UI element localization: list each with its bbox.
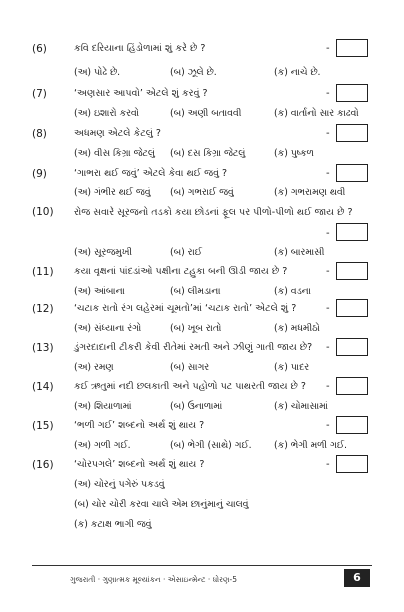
option-c: (ક) ગભરામણ થવી: [274, 187, 346, 198]
answer-dash: -: [326, 168, 330, 179]
question-number: (16): [32, 459, 54, 471]
option-a: (અ) વીસ કિગ્રા જેટલું: [74, 148, 155, 159]
option-b: (બ) લીમડાના: [170, 286, 221, 297]
option-c: (ક) ભેગી મળી ગઈ.: [274, 440, 347, 451]
answer-dash: -: [326, 420, 330, 431]
question-number: (14): [32, 381, 54, 393]
answer-dash: -: [326, 266, 330, 277]
question-text: અધમણ એટલે કેટલું ?: [74, 128, 161, 139]
answer-dash: -: [326, 128, 330, 139]
answer-dash: -: [326, 303, 330, 314]
answer-dash: -: [326, 88, 330, 99]
option-c: (ક) મધમીઠો: [274, 323, 320, 334]
option-a: (અ) સંધ્યાના રંગો: [74, 323, 142, 334]
answer-dash: -: [326, 342, 330, 353]
question-number: (10): [32, 206, 54, 218]
question-text: કવિ દરિયાના હિંડોળામાં શું કરે છે ?: [74, 43, 206, 54]
option-a: (અ) સૂરજમુખી: [74, 247, 133, 258]
answer-box[interactable]: [336, 377, 368, 395]
page-number: 6: [344, 569, 370, 587]
answer-box[interactable]: [336, 455, 368, 473]
answer-dash: -: [326, 459, 330, 470]
question-text: ‘ગાભરા થઈ જવું’ એટલે કેવા થઈ જવું ?: [74, 168, 228, 179]
answer-box[interactable]: [336, 338, 368, 356]
option-b: (બ) ખૂબ રાતો: [170, 323, 222, 334]
option-b: (બ) ઉનાળામાં: [170, 401, 223, 412]
option-b: (બ) ચોર ચોરી કરવા ચાલે એમ છાનુંમાનું ચાલવું: [74, 499, 249, 510]
option-b: (બ) અણી બતાવવી: [170, 108, 242, 119]
question-text: કઈ ઋતુમાં નદી છલકાતી અને પહોળો પટ પાથરતી જાય છે ?: [74, 381, 306, 392]
answer-box[interactable]: [336, 84, 368, 102]
option-c: (ક) વાર્તાનો સાર કાઢવો: [274, 108, 359, 119]
question-number: (9): [32, 168, 47, 180]
question-text: ડુંગરદાદાની ટીકરી કેવી રીતેમાં રમતી અને ઝીણું ગાતી જાય છે?: [74, 342, 313, 353]
option-a: (અ) પોઢે છે.: [74, 67, 121, 78]
question-number: (6): [32, 43, 47, 55]
footer-text: ગુજરાતી · ગુણાત્મક મૂલ્યાંકન · એસાઇન્મેન્ટ · ધોરણ-5: [70, 575, 237, 584]
answer-dash: -: [326, 228, 330, 239]
option-c: (ક) પુષ્કળ: [274, 148, 314, 159]
option-c: (ક) ચોમાસામાં: [274, 401, 329, 412]
option-a: (અ) આંબાના: [74, 286, 125, 297]
question-number: (13): [32, 342, 54, 354]
question-number: (12): [32, 303, 54, 315]
answer-dash: -: [326, 43, 330, 54]
option-a: (અ) ઇશારો કરવો: [74, 108, 140, 119]
footer-divider: [32, 565, 372, 566]
option-b: (બ) દસ કિગ્રા જેટલું: [170, 148, 246, 159]
option-b: (બ) સાગર: [170, 362, 210, 373]
option-b: (બ) ગભરાઈ જવું: [170, 187, 234, 198]
answer-box[interactable]: [336, 124, 368, 142]
question-text: કયા વૃક્ષનાં પાંદડાંઓ પક્ષીના ટહુકા બની ઊડી જાય છે ?: [74, 266, 288, 277]
question-text: ‘ભળી ગઈ’ શબ્દનો અર્થ શું થાય ?: [74, 420, 205, 431]
answer-dash: -: [326, 381, 330, 392]
answer-box[interactable]: [336, 39, 368, 57]
question-number: (15): [32, 420, 54, 432]
option-c: (ક) બારમાસી: [274, 247, 325, 258]
option-a: (અ) ચોરનું પગેરું પકડવું: [74, 479, 165, 490]
answer-box[interactable]: [336, 416, 368, 434]
option-c: (ક) પાદર: [274, 362, 310, 373]
question-text: ‘અણસાર આપવો’ એટલે શું કરવું ?: [74, 88, 208, 99]
option-a: (અ) શિયાળામાં: [74, 401, 132, 412]
question-text: ‘ચટાક રાતો રંગ લહેરમાં ચૂમતો’માં ‘ચટાક રાતો’ એટલે શું ?: [74, 303, 297, 314]
question-number: (7): [32, 88, 47, 100]
answer-box[interactable]: [336, 164, 368, 182]
question-text: ‘ચોરપગલે’ શબ્દનો અર્થ શું થાય ?: [74, 459, 205, 470]
option-b: (બ) ભેગી (સાથે) ગઈ.: [170, 440, 252, 451]
option-a: (અ) ગંભીર થઈ જવું: [74, 187, 151, 198]
option-c: (ક) વડના: [274, 286, 311, 297]
answer-box[interactable]: [336, 262, 368, 280]
answer-box[interactable]: [336, 299, 368, 317]
option-a: (અ) રમણ: [74, 362, 114, 373]
option-b: (બ) ઝૂલે છે.: [170, 67, 217, 78]
answer-box[interactable]: [336, 223, 368, 241]
option-c: (ક) નાચે છે.: [274, 67, 321, 78]
question-number: (11): [32, 266, 54, 278]
question-text: રોજ સવારે સૂરજનો તડકો કયા છોડનાં ફૂલ પર પીળો-પીળો થઈ જાય છે ?: [74, 207, 353, 218]
question-number: (8): [32, 128, 47, 140]
option-b: (બ) રાઈ: [170, 247, 202, 258]
option-c: (ક) કટાક્ષ ભાગી જવું: [74, 519, 152, 530]
option-a: (અ) ગળી ગઈ.: [74, 440, 131, 451]
